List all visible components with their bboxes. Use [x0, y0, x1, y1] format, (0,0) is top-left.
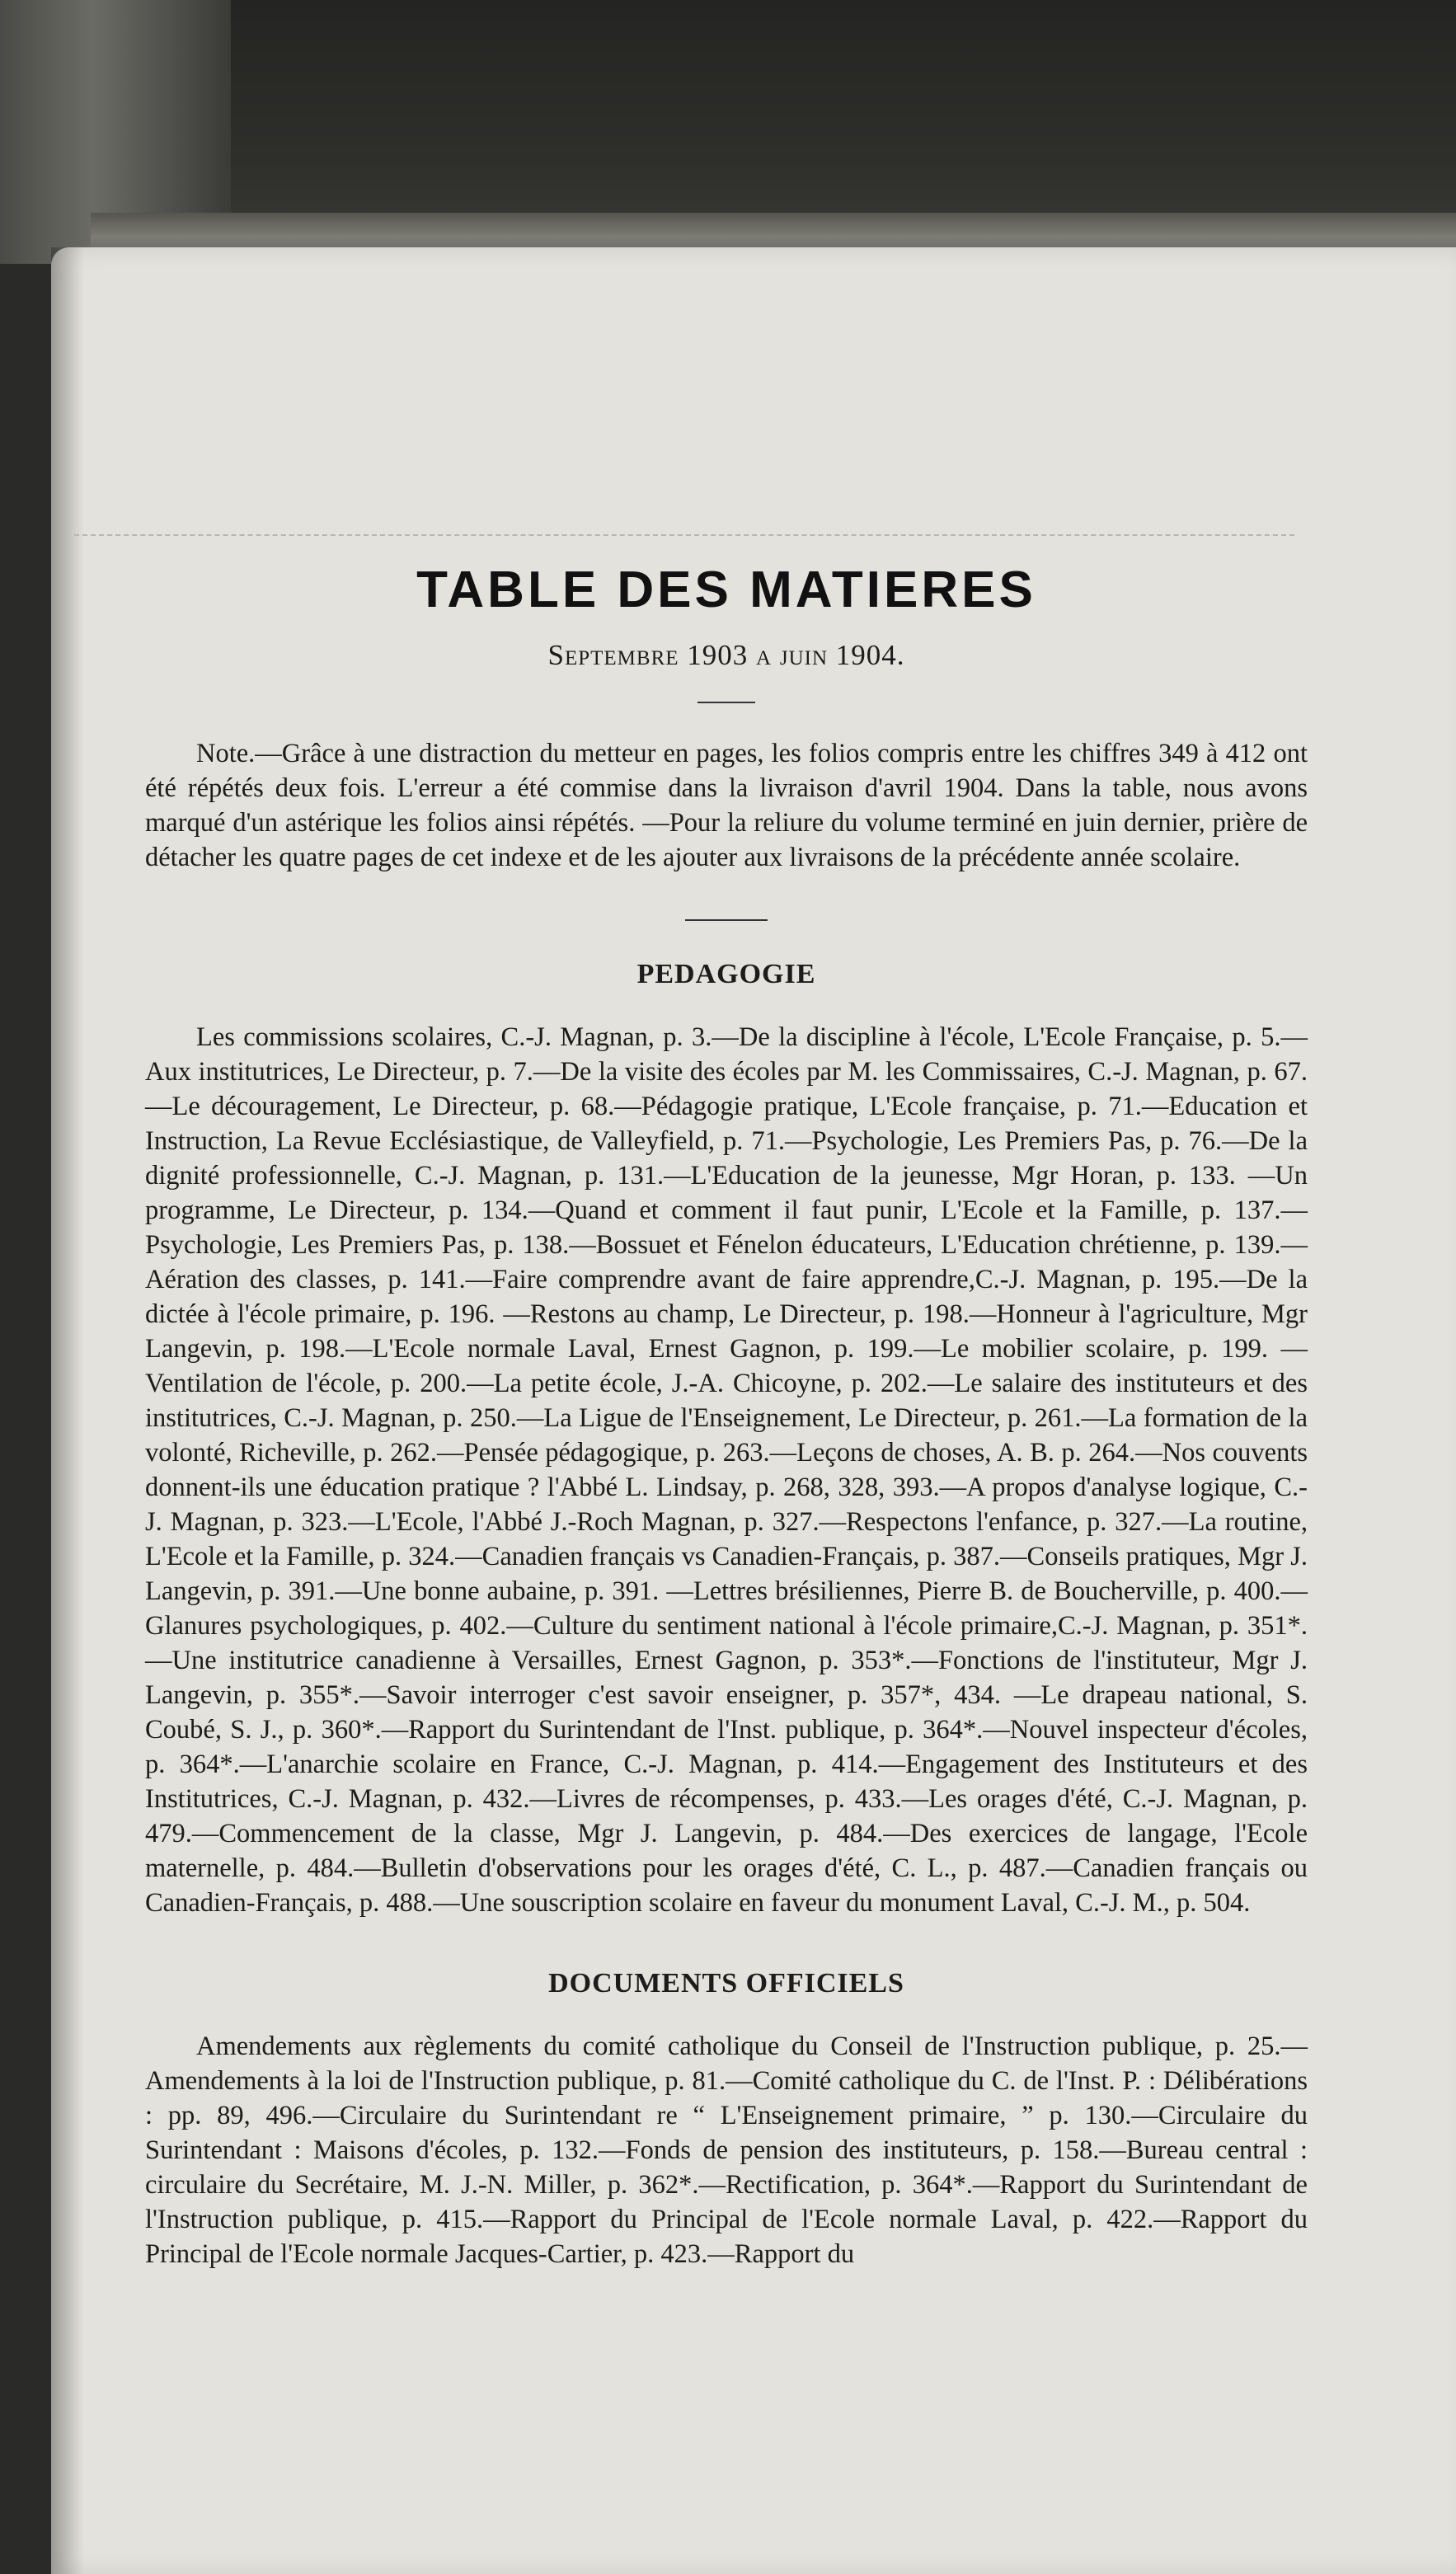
section-text-documents-officiels: Amendements aux règlements du comité catholique du Conseil de l'Instruction publique, p. 25.—Amendements à la loi de l'Instruction publique, p. 81.—Comité catholique du C. de l'Inst. P. : Délibérations : pp. 89, 496.—Circulaire du Surintendant re “ L'Enseignement primaire, ” p. 130.—Circulaire du Surintendant : Maisons d'écoles, p. 132.—Fonds de pension des instituteurs, p. 158.—Bureau central : circulaire du Secrétaire, M. J.-N. Miller, p. 362*.—Rectification, p. 364*.—Rapport du Surintendant de l'Instruction publique, p. 415.—Rapport du Principal de l'Ecole normale Laval, p. 422.—Rapport du Principal de l'Ecole normale Jacques-Cartier, p. 423.—Rapport du [145, 2031, 1308, 2269]
page-title: TABLE DES MATIERES [416, 561, 1036, 618]
page-content [145, 429, 1308, 2271]
note-paragraph: Note.—Grâce à une distraction du metteur en pages, les folios compris entre les chiffres 349 à 412 ont été répétés deux fois. L'erreur a été commise dans la livraison d'avril 1904. Dans la table, nous avons marqué d'un astérique les folios ainsi répétés. —Pour la reliure du volume terminé en juin dernier, prière de détacher les quatre pages de cet indexe et de les ajouter aux livraisons de la précédente année scolaire. [145, 739, 1308, 872]
section-gap [145, 1920, 1308, 1968]
page-spine-shadow [51, 247, 84, 2574]
section-text-pedagogie: Les commissions scolaires, C.-J. Magnan, p. 3.—De la discipline à l'école, L'Ecole Française, p. 5.—Aux institutrices, Le Directeur, p. 7.—De la visite des écoles par M. les Commissaires, C.-J. Magnan, p. 67.—Le découragement, Le Directeur, p. 68.—Pédagogie pratique, L'Ecole française, p. 71.—Education et Instruction, La Revue Ecclésiastique, de Valleyfield, p. 71.—Psychologie, Les Premiers Pas, p. 76.—De la dignité professionnelle, C.-J. Magnan, p. 131.—L'Education de la jeunesse, Mgr Horan, p. 133. —Un programme, Le Directeur, p. 134.—Quand et comment il faut punir, L'Ecole et la Famille, p. 137.—Psychologie, Les Premiers Pas, p. 138.—Bossuet et Fénelon éducateurs, L'Education chrétienne, p. 139.—Aération des classes, p. 141.—Faire comprendre avant de faire apprendre,C.-J. Magnan, p. 195.—De la dictée à l'école primaire, p. 196. —Restons au champ, Le Directeur, p. 198.—Honneur à l'agriculture, Mgr Langevin, p. 198.—L'Ecole normale Laval, Ernest Gagnon, p. 199.—Le mobilier scolaire, p. 199. —Ventilation de l'école, p. 200.—La petite école, J.-A. Chicoyne, p. 202.—Le salaire des instituteurs et des institutrices, C.-J. Magnan, p. 250.—La Ligue de l'Enseignement, Le Directeur, p. 261.—La formation de la volonté, Richeville, p. 262.—Pensée pédagogique, p. 263.—Leçons de choses, A. B. p. 264.—Nos couvents donnent-ils une éducation pratique ? l'Abbé L. Lindsay, p. 268, 328, 393.—A propos d'analyse logique, C.-J. Magnan, p. 323.—L'Ecole, l'Abbé J.-Roch Magnan, p. 327.—Respectons l'enfance, p. 327.—La routine, L'Ecole et la Famille, p. 324.—Canadien français vs Canadien-Français, p. 387.—Conseils pratiques, Mgr J. Langevin, p. 391.—Une bonne aubaine, p. 391. —Lettres brésiliennes, Pierre B. de Boucherville, p. 400.—Glanures psychologiques, p. 402.—Culture du sentiment national à l'école primaire,C.-J. Magnan, p. 351*.—Une institutrice canadienne à Versailles, Ernest Gagnon, p. 353*.—Fonctions de l'instituteur, Mgr J. Langevin, p. 355*.—Savoir interroger c'est savoir enseigner, p. 357*, 434. —Le drapeau national, S. Coubé, S. J., p. 360*.—Rapport du Surintendant de l'Inst. publique, p. 364*.—Nouvel inspecteur d'écoles, p. 364*.—L'anarchie scolaire en France, C.-J. Magnan, p. 414.—Engagement des Instituteurs et des Institutrices, C.-J. Magnan, p. 432.—Livres de récompenses, p. 433.—Les orages d'été, C.-J. Magnan, p. 479.—Commencement de la classe, Mgr J. Langevin, p. 484.—Des exercices de langage, l'Ecole maternelle, p. 484.—Bulletin d'observations pour les orages d'été, C. L., p. 487.—Canadien français ou Canadien-Français, p. 488.—Une souscription scolaire en faveur du monument Laval, C.-J. M., p. 504. [145, 1022, 1308, 1918]
section-heading-pedagogie: PEDAGOGIE [636, 959, 816, 989]
title-rule [697, 702, 755, 703]
section-divider [685, 919, 768, 921]
section-heading-documents-officiels: DOCUMENTS OFFICIELS [548, 1968, 904, 1999]
page-subtitle: Septembre 1903 a juin 1904. [547, 639, 905, 671]
